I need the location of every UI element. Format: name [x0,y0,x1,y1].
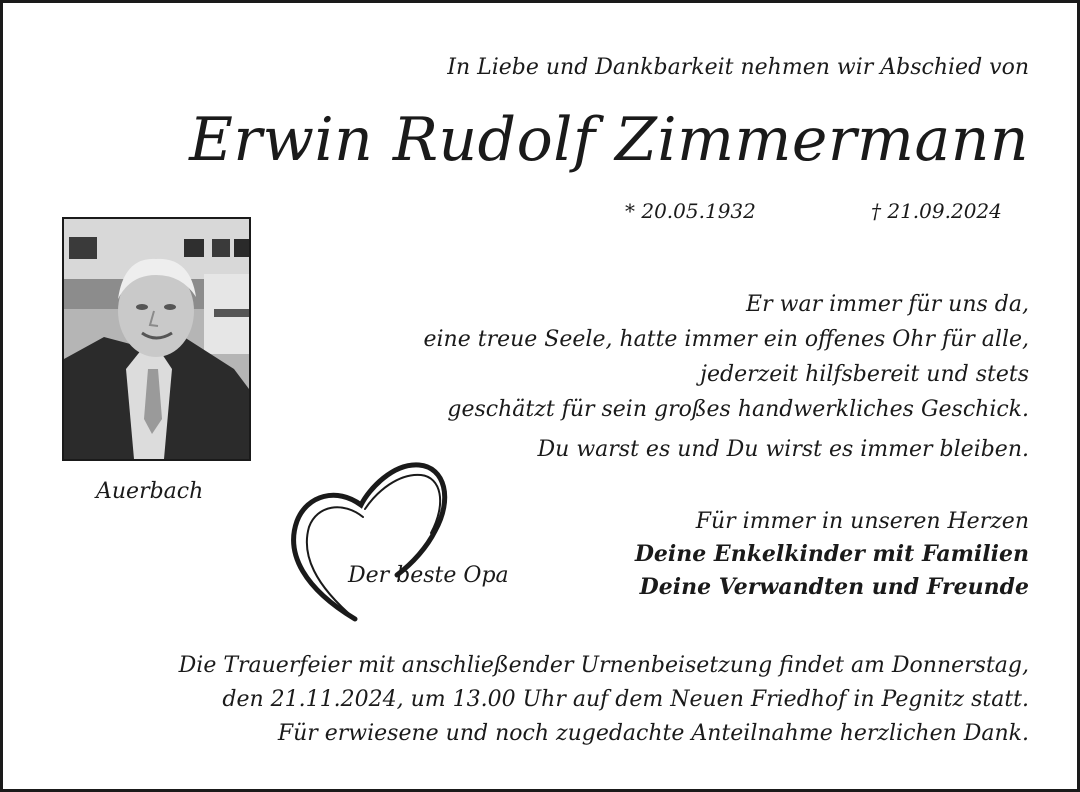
heart-outline-icon [285,459,485,629]
refrain-text: Du warst es und Du wirst es immer bleiben. [537,437,1029,462]
service-line: den 21.11.2024, um 13.00 Uhr auf dem Neuen Friedhof in Pegnitz statt. [222,687,1029,712]
portrait-photo-image [64,219,249,459]
poem-line: eine treue Seele, hatte immer ein offenes Ohr für alle, [423,327,1029,352]
intro-text: In Liebe und Dankbarkeit nehmen wir Abschied von [447,55,1029,80]
service-line: Die Trauerfeier mit anschließender Urnenbeisetzung findet am Donnerstag, [178,653,1029,678]
poem-line: Er war immer für uns da, [746,292,1029,317]
death-date: † 21.09.2024 [871,199,1002,223]
poem [424,287,1030,427]
place-label: Auerbach [96,479,204,504]
signature-relatives: Deine Verwandten und Freunde [639,574,1029,600]
deceased-name: Erwin Rudolf Zimmermann [189,105,1029,175]
birth-date: * 20.05.1932 [625,199,756,223]
poem-line: geschätzt für sein großes handwerkliches Geschick. [447,397,1029,422]
service-line: Für erwiesene und noch zugedachte Anteilnahme herzlichen Dank. [277,721,1029,746]
signature-block [635,505,1029,604]
signature-line: Für immer in unseren Herzen [695,509,1029,534]
signature-grandchildren: Deine Enkelkinder mit Familien [634,541,1029,567]
portrait-photo [62,217,251,461]
service-info [179,649,1029,751]
poem-line: jederzeit hilfsbereit und stets [700,362,1029,387]
heart-label: Der beste Opa [348,563,509,588]
